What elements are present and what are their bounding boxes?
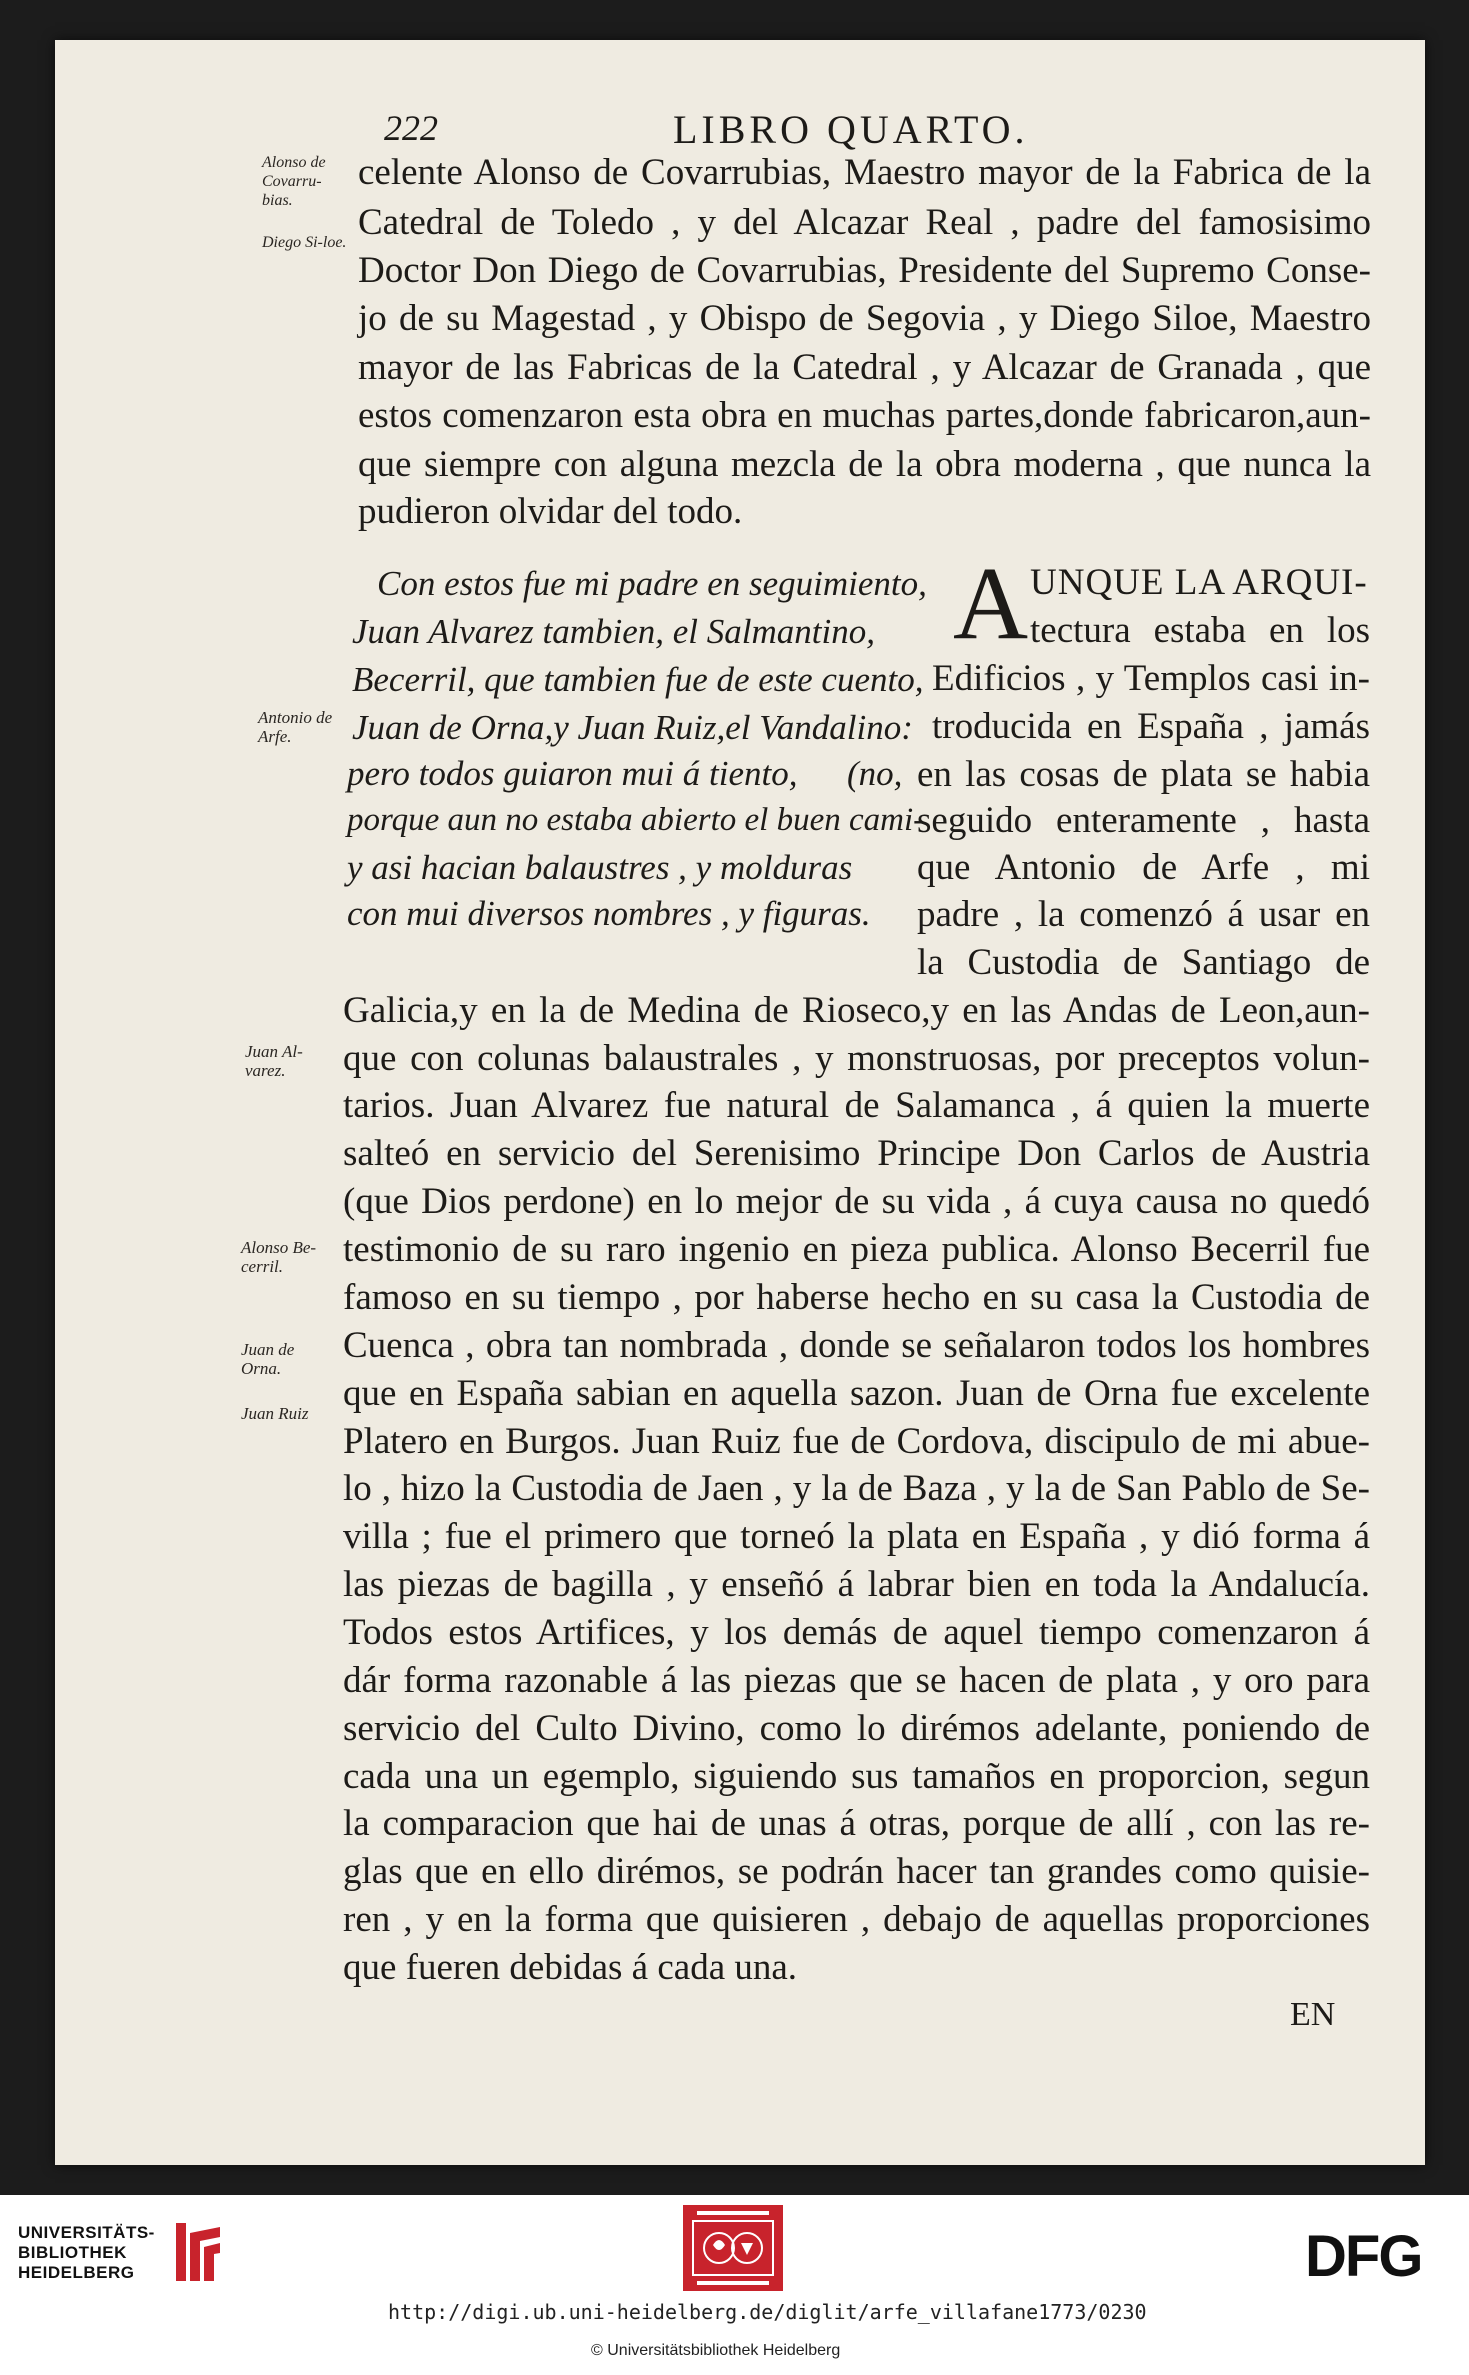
- text-line: (que Dios perdone) en lo mejor de su vida , á cuya causa no quedó: [343, 1181, 1370, 1222]
- text-line: jo de su Magestad , y Obispo de Segovia , y Diego Siloe, Maestro: [358, 298, 1371, 339]
- text-line: Doctor Don Diego de Covarrubias, Presidente del Supremo Conse-: [358, 250, 1371, 291]
- text-line: famoso en su tiempo , por haberse hecho en su casa la Custodia de: [343, 1277, 1370, 1318]
- text-line: cada una un egemplo, siguiendo sus tamaños en proporcion, segun: [343, 1756, 1370, 1797]
- book-page: [55, 40, 1425, 2165]
- text-line: lo , hizo la Custodia de Jaen , y la de Baza , y la de San Pablo de Se-: [343, 1468, 1370, 1509]
- page-url[interactable]: http://digi.ub.uni-heidelberg.de/diglit/arfe_villafane1773/0230: [388, 2300, 1147, 2324]
- text-line: servicio del Culto Divino, como lo dirémos adelante, poniendo de: [343, 1708, 1370, 1749]
- drop-cap: A: [953, 546, 1029, 661]
- text-line: Platero en Burgos. Juan Ruiz fue de Cordova, discipulo de mi abue-: [343, 1421, 1370, 1462]
- verse-line: pero todos guiaron mui á tiento,: [347, 754, 798, 793]
- text-line: en las cosas de plata se habia: [917, 754, 1370, 795]
- verse-line: con mui diversos nombres , y figuras.: [347, 894, 871, 933]
- verse-line: y asi hacian balaustres , y molduras: [347, 848, 853, 887]
- text-line: salteó en servicio del Serenisimo Principe Don Carlos de Austria: [343, 1133, 1370, 1174]
- text-line: Galicia,y en la de Medina de Rioseco,y en las Andas de Leon,aun-: [343, 990, 1370, 1031]
- text-line: Edificios , y Templos casi in-: [932, 658, 1370, 699]
- text-line: mayor de las Fabricas de la Catedral , y Alcazar de Granada , que: [358, 347, 1371, 388]
- text-line: que Antonio de Arfe , mi: [917, 847, 1370, 888]
- text-line: que siempre con alguna mezcla de la obra moderna , que nunca la: [358, 444, 1371, 485]
- text-line: testimonio de su raro ingenio en pieza publica. Alonso Becerril fue: [343, 1229, 1370, 1270]
- verse-line: Becerril, que tambien fue de este cuento,: [352, 660, 924, 699]
- margin-note: Juan Ruiz: [241, 1404, 309, 1423]
- margin-note: Juan Al-varez.: [245, 1042, 303, 1080]
- margin-note: Alonso de Covarru-bias.: [262, 154, 326, 209]
- copyright: © Universitätsbibliothek Heidelberg: [591, 2342, 841, 2359]
- text-line: las piezas de bagilla , y enseñó á labrar bien en toda la Andalucía.: [343, 1564, 1370, 1605]
- text-line: celente Alonso de Covarrubias, Maestro mayor de la Fabrica de la: [358, 152, 1371, 193]
- margin-note: Antonio de Arfe.: [258, 708, 333, 746]
- text-line: villa ; fue el primero que torneó la plata en España , y dió forma á: [343, 1516, 1370, 1557]
- verse-parenthesis: (no,: [847, 754, 903, 793]
- margin-note: Juan de Orna.: [241, 1340, 295, 1378]
- verse-line: Con estos fue mi padre en seguimiento,: [377, 564, 927, 603]
- text-line: glas que en ello dirémos, se podrán hacer tan grandes como quisie-: [343, 1851, 1370, 1892]
- text-line: que en España sabian en aquella sazon. Juan de Orna fue excelente: [343, 1373, 1370, 1414]
- text-line: tectura estaba en los: [1030, 610, 1370, 651]
- text-line: UNQUE LA ARQUI-: [1030, 562, 1368, 603]
- running-header: LIBRO QUARTO.: [673, 107, 1029, 152]
- dfg-logo-icon: DFG: [1305, 2224, 1422, 2289]
- text-line: estos comenzaron esta obra en muchas partes,donde fabricaron,aun-: [358, 395, 1371, 436]
- text-line: ren , y en la forma que quisieren , debajo de aquellas proporciones: [343, 1899, 1370, 1940]
- text-line: Todos estos Artifices, y los demás de aquel tiempo comenzaron á: [343, 1612, 1370, 1653]
- text-line: seguido enteramente , hasta: [917, 800, 1370, 841]
- text-line: Cuenca , obra tan nombrada , donde se señalaron todos los hombres: [343, 1325, 1370, 1366]
- verse-line: Juan de Orna,y Juan Ruiz,el Vandalino:: [352, 708, 913, 747]
- verse-line: porque aun no estaba abierto el buen cami-: [347, 802, 925, 838]
- seal-logo-icon: [683, 2205, 783, 2291]
- library-logo: UNIVERSITÄTS- BIBLIOTHEK HEIDELBERG: [18, 2215, 218, 2285]
- text-line: la Custodia de Santiago de: [917, 942, 1370, 983]
- text-line: que con colunas balaustrales , y monstruosas, por preceptos volun-: [343, 1038, 1370, 1079]
- text-line: Catedral de Toledo , y del Alcazar Real , padre del famosisimo: [358, 202, 1371, 243]
- margin-note: Alonso Be-cerril.: [241, 1238, 317, 1276]
- library-logo-icon: [176, 2223, 222, 2281]
- text-line: tarios. Juan Alvarez fue natural de Salamanca , á quien la muerte: [343, 1085, 1370, 1126]
- text-line: la comparacion que hai de unas á otras, porque de allí , con las re-: [343, 1803, 1370, 1844]
- margin-note: Diego Si-loe.: [262, 234, 347, 251]
- text-line: dár forma razonable á las piezas que se hacen de plata , y oro para: [343, 1660, 1370, 1701]
- text-line: padre , la comenzó á usar en: [917, 894, 1370, 935]
- catchword: EN: [1290, 1996, 1336, 2033]
- text-line: pudieron olvidar del todo.: [358, 491, 743, 532]
- verse-line: Juan Alvarez tambien, el Salmantino,: [352, 612, 875, 651]
- text-line: que fueren debidas á cada una.: [343, 1947, 798, 1988]
- page-number: 222: [384, 108, 438, 148]
- text-line: troducida en España , jamás: [932, 706, 1370, 747]
- footer: [0, 2195, 1469, 2375]
